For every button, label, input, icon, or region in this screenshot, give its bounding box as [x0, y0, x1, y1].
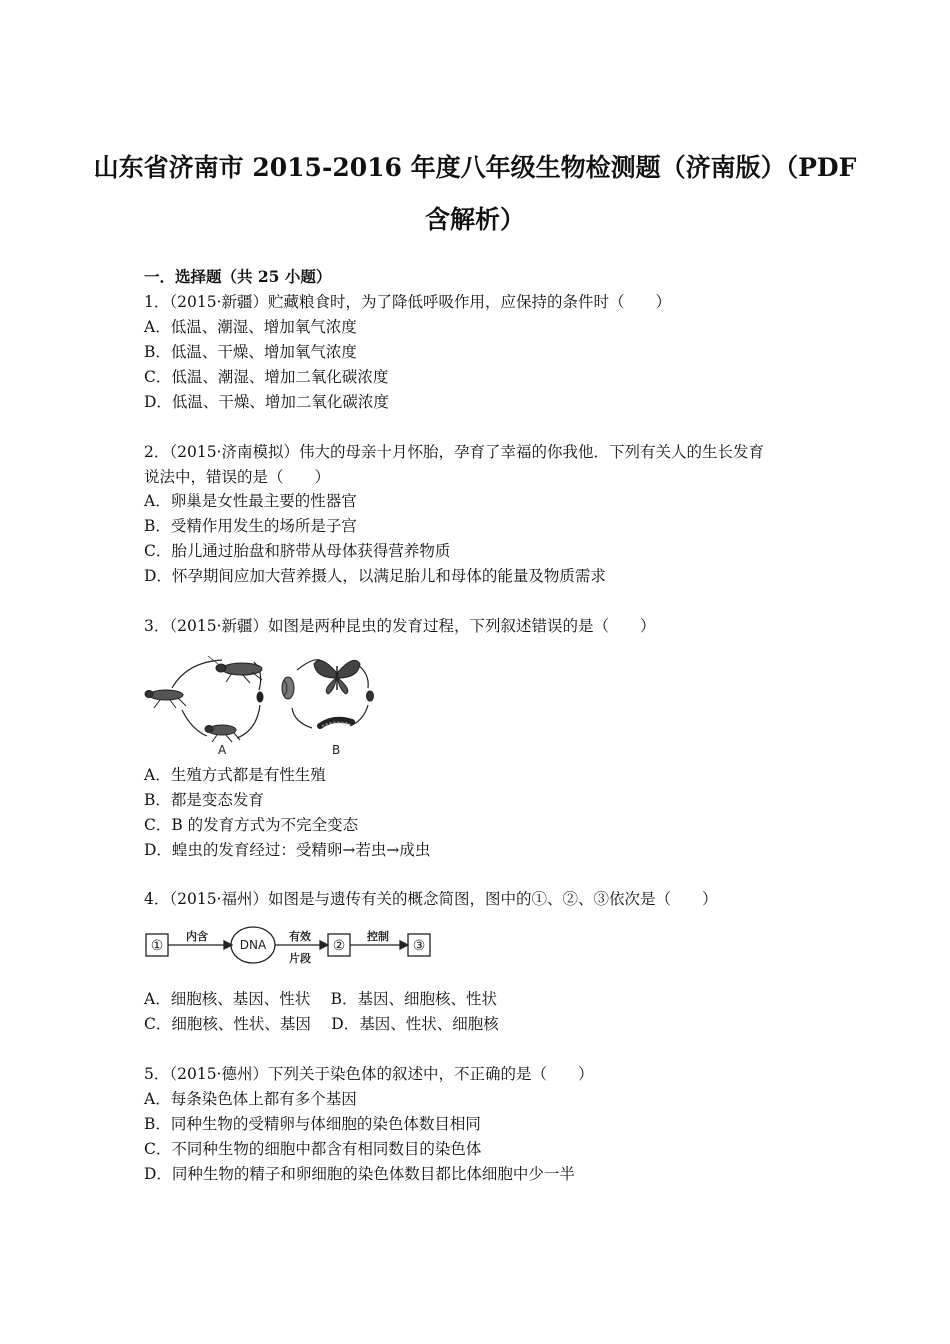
arrow-label-control: 控制	[367, 930, 389, 943]
genetics-concept-diagram	[142, 922, 442, 972]
question-1-option-b: B．低温、干燥、增加氧气浓度	[144, 343, 357, 361]
question-5-option-a: A．每条染色体上都有多个基因	[144, 1090, 357, 1108]
question-1-option-a: A．低温、潮湿、增加氧气浓度	[144, 318, 357, 336]
dna-label: DNA	[239, 938, 267, 952]
question-2-stem-line2: 说法中，错误的是（ ）	[144, 468, 331, 486]
question-3-stem: 3．（2015·新疆）如图是两种昆虫的发育过程，下列叙述错误的是（ ）	[144, 617, 656, 635]
question-1-option-d: D．低温、干燥、增加二氧化碳浓度	[144, 393, 389, 411]
question-3-option-b: B．都是变态发育	[144, 791, 264, 809]
question-3-option-a: A．生殖方式都是有性生殖	[144, 766, 326, 784]
insect-development-figure	[142, 650, 382, 760]
question-3-option-d: D．蝗虫的发育经过：受精卵→若虫→成虫	[144, 841, 431, 859]
section-heading: 一．选择题（共 25 小题）	[144, 267, 332, 286]
question-2-option-a: A．卵巢是女性最主要的性器官	[144, 492, 357, 510]
butterfly-icon	[314, 660, 360, 694]
arrow-label-contains: 内含	[186, 930, 208, 943]
question-4-stem: 4．（2015·福州）如图是与遗传有关的概念简图，图中的①、②、③依次是（ ）	[144, 890, 718, 908]
arrow-label-segment: 片段	[289, 952, 311, 965]
nymph-grasshopper-small-icon	[205, 725, 240, 742]
document-title-line1: 山东省济南市 2015-2016 年度八年级生物检测题（济南版）（PDF	[93, 153, 857, 182]
arrow-label-effective: 有效	[289, 930, 311, 943]
concept-box-2-label: ②	[332, 938, 346, 954]
question-1-option-c: C．低温、潮湿、增加二氧化碳浓度	[144, 368, 389, 386]
pupa-icon	[282, 677, 294, 699]
question-2-stem-line1: 2．（2015·济南模拟）伟大的母亲十月怀胎，孕育了幸福的你我他．下列有关人的生长发育	[144, 443, 764, 461]
concept-box-3-label: ③	[412, 938, 426, 954]
question-2-option-c: C．胎儿通过胎盘和脐带从母体获得营养物质	[144, 542, 451, 560]
question-5-option-c: C．不同种生物的细胞中都含有相同数目的染色体	[144, 1140, 482, 1158]
question-2-option-d: D．怀孕期间应加大营养摄人，以满足胎儿和母体的能量及物质需求	[144, 567, 606, 585]
figure-label-a: A	[218, 743, 227, 757]
concept-box-1-label: ①	[150, 938, 164, 954]
question-4-options-row1: A．细胞核、基因、性状 B．基因、细胞核、性状	[144, 990, 498, 1008]
question-5-option-d: D．同种生物的精子和卵细胞的染色体数目都比体细胞中少一半	[144, 1165, 575, 1183]
grasshopper-cycle-diagram	[145, 656, 263, 742]
figure-label-b: B	[332, 743, 341, 757]
question-1-stem: 1．（2015·新疆）贮藏粮食时，为了降低呼吸作用，应保持的条件时（ ）	[144, 293, 671, 311]
document-title-line2: 含解析）	[424, 205, 525, 234]
nymph-grasshopper-large-icon	[145, 690, 186, 708]
question-3-option-c: C．B 的发育方式为不完全变态	[144, 816, 359, 834]
question-5-stem: 5．（2015·德州）下列关于染色体的叙述中，不正确的是（ ）	[144, 1065, 594, 1083]
butterfly-cycle-diagram	[282, 660, 374, 728]
caterpillar-icon	[320, 720, 352, 726]
question-4-options-row2: C．细胞核、性状、基因 D．基因、性状、细胞核	[144, 1015, 499, 1033]
question-5-option-b: B．同种生物的受精卵与体细胞的染色体数目相同	[144, 1115, 481, 1133]
question-2-option-b: B．受精作用发生的场所是子宫	[144, 517, 357, 535]
